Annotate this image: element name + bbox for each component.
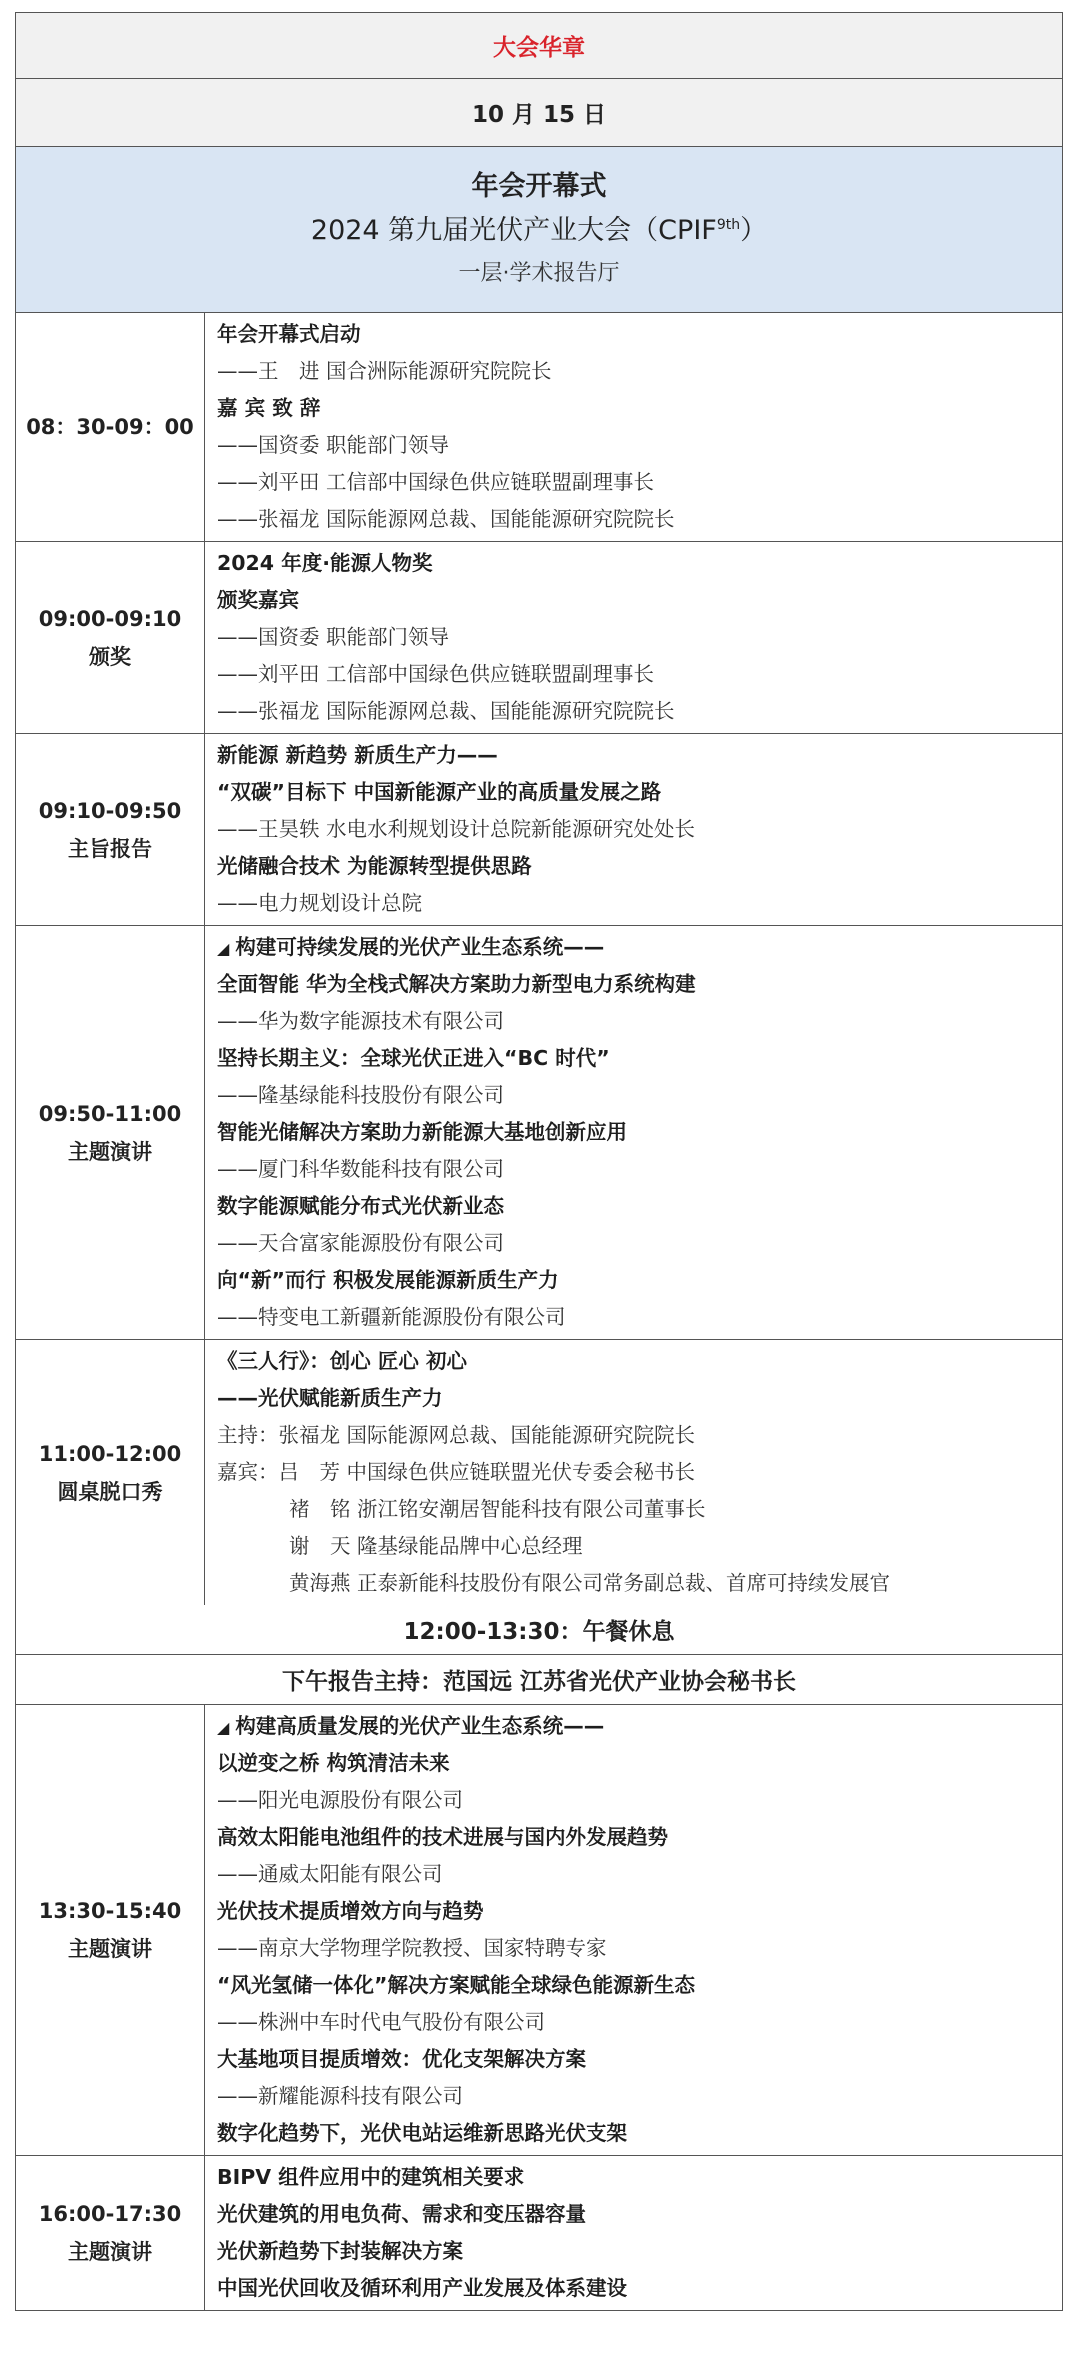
- opening-ceremony-block: [16, 147, 1062, 313]
- agenda-line: [217, 2270, 1062, 2307]
- agenda-title: 大会华章: [16, 13, 1062, 79]
- agenda-line: [217, 885, 1062, 922]
- agenda-line-text: ——通威太阳能有限公司: [217, 1862, 443, 1886]
- agenda-line: [217, 1819, 1062, 1856]
- afternoon-sessions: [16, 1705, 1062, 2310]
- session-type: 圆桌脱口秀: [57, 1479, 163, 1504]
- agenda-line-text: 新能源 新趋势 新质生产力——: [217, 743, 498, 767]
- session-type: 主题演讲: [68, 2240, 152, 2264]
- agenda-line: [217, 737, 1062, 774]
- agenda-line-text: 以逆变之桥 构筑清洁未来: [217, 1751, 450, 1775]
- agenda-line: [217, 1893, 1062, 1930]
- agenda-line-text: ——张福龙 国际能源网总裁、国能能源研究院院长: [217, 507, 675, 531]
- agenda-line-text: ——光伏赋能新质生产力: [217, 1386, 443, 1410]
- agenda-line-text: “风光氢储一体化”解决方案赋能全球绿色能源新生态: [217, 1973, 695, 1997]
- session-time-cell: [16, 1340, 205, 1605]
- lunch-break: 12:00-13:30：午餐休息: [16, 1605, 1062, 1655]
- agenda-line: [217, 1565, 1062, 1602]
- agenda-line: [217, 1380, 1062, 1417]
- session-row: [16, 926, 1062, 1340]
- agenda-line-text: 颁奖嘉宾: [217, 588, 299, 612]
- agenda-line: [217, 619, 1062, 656]
- agenda-line-text: ——王昊轶 水电水利规划设计总院新能源研究处处长: [217, 817, 696, 841]
- session-time-cell: [16, 313, 205, 541]
- agenda-line-text: 中国光伏回收及循环利用产业发展及体系建设: [217, 2276, 627, 2300]
- session-time: 09:00-09:10: [38, 606, 182, 631]
- agenda-line-text: ——刘平田 工信部中国绿色供应链联盟副理事长: [217, 662, 655, 686]
- agenda-line: [217, 1151, 1062, 1188]
- agenda-line-text: 全面智能 华为全栈式解决方案助力新型电力系统构建: [217, 972, 696, 996]
- conference-name-text: 2024 第九届光伏产业大会（CPIF: [310, 214, 717, 246]
- agenda-line-text: 坚持长期主义：全球光伏正进入“BC 时代”: [217, 1046, 610, 1070]
- agenda-line: [217, 2115, 1062, 2152]
- agenda-line-text: 2024 年度·能源人物奖: [217, 551, 433, 575]
- agenda-line-text: ——厦门科华数能科技有限公司: [217, 1157, 504, 1181]
- session-content: [205, 542, 1062, 733]
- session-row: [16, 2156, 1062, 2310]
- agenda-line: [217, 316, 1062, 353]
- agenda-line: [217, 582, 1062, 619]
- agenda-line-text: 褚 铭 浙江铭安潮居智能科技有限公司董事长: [289, 1497, 706, 1521]
- agenda-line: [217, 693, 1062, 730]
- session-time: 08：30-09：00: [26, 415, 194, 439]
- session-row: [16, 1705, 1062, 2156]
- agenda-line: [217, 1077, 1062, 1114]
- agenda-line-text: 向“新”而行 积极发展能源新质生产力: [217, 1268, 559, 1292]
- agenda-line-text: ——阳光电源股份有限公司: [217, 1788, 463, 1812]
- session-time-cell: [16, 1705, 205, 2155]
- session-time: 13:30-15:40: [38, 1899, 182, 1923]
- agenda-line-text: 高效太阳能电池组件的技术进展与国内外发展趋势: [217, 1825, 668, 1849]
- agenda-line: [217, 1343, 1062, 1380]
- agenda-line-text: ——新耀能源科技有限公司: [217, 2084, 463, 2108]
- agenda-line: [217, 1930, 1062, 1967]
- agenda-line-text: 《三人行》：创心 匠心 初心: [217, 1349, 468, 1373]
- session-content: [205, 313, 1062, 541]
- agenda-line: [217, 2004, 1062, 2041]
- agenda-line-text: 构建高质量发展的光伏产业生态系统——: [235, 1714, 605, 1738]
- agenda-line-text: ——国资委 职能部门领导: [217, 433, 450, 457]
- agenda-line-text: 大基地项目提质增效：优化支架解决方案: [217, 2047, 586, 2071]
- session-content: [205, 2156, 1062, 2310]
- agenda-line: [217, 2078, 1062, 2115]
- session-content: [205, 926, 1062, 1339]
- agenda-line-text: 光伏建筑的用电负荷、需求和变压器容量: [217, 2202, 586, 2226]
- agenda-line: [217, 501, 1062, 538]
- agenda-line-text: ——特变电工新疆新能源股份有限公司: [217, 1305, 566, 1329]
- session-time: 11:00-12:00: [38, 1441, 182, 1466]
- agenda-date: 10 月 15 日: [16, 79, 1062, 147]
- session-time: 09:10-09:50: [38, 798, 182, 823]
- session-time-cell: [16, 926, 205, 1339]
- agenda-line-text: 数字能源赋能分布式光伏新业态: [217, 1194, 504, 1218]
- agenda-line: [217, 390, 1062, 427]
- agenda-line-text: ——天合富家能源股份有限公司: [217, 1231, 504, 1255]
- conference-edition-sup: 9th: [716, 216, 741, 233]
- agenda-line: [217, 656, 1062, 693]
- session-type: 主题演讲: [68, 1937, 152, 1961]
- agenda-line: [217, 1856, 1062, 1893]
- agenda-line: [217, 1003, 1062, 1040]
- agenda-line: [217, 464, 1062, 501]
- agenda-line-text: 构建可持续发展的光伏产业生态系统——: [235, 935, 605, 959]
- session-content: [205, 1340, 1062, 1605]
- agenda-line: [217, 2233, 1062, 2270]
- agenda-line-text: 年会开幕式启动: [217, 322, 361, 346]
- agenda-line-text: ——刘平田 工信部中国绿色供应链联盟副理事长: [217, 470, 655, 494]
- agenda-line-text: 黄海燕 正泰新能科技股份有限公司常务副总裁、首席可持续发展官: [289, 1571, 891, 1595]
- agenda-line: [217, 1262, 1062, 1299]
- agenda-line: [217, 811, 1062, 848]
- agenda-line-text: 谢 天 隆基绿能品牌中心总经理: [289, 1534, 583, 1558]
- afternoon-host: 下午报告主持：范国远 江苏省光伏产业协会秘书长: [16, 1655, 1062, 1705]
- agenda-line: [217, 353, 1062, 390]
- agenda-line-text: 光储融合技术 为能源转型提供思路: [217, 854, 532, 878]
- triangle-marker-icon: ◢: [217, 939, 230, 958]
- agenda-line: [217, 848, 1062, 885]
- session-time-cell: [16, 2156, 205, 2310]
- agenda-line-text: 嘉 宾 致 辞: [217, 396, 321, 420]
- session-row: [16, 542, 1062, 734]
- agenda-line: [217, 1299, 1062, 1336]
- session-time: 16:00-17:30: [38, 2202, 182, 2226]
- session-row: [16, 734, 1062, 926]
- agenda-line: [217, 1417, 1062, 1454]
- agenda-line-text: ——国资委 职能部门领导: [217, 625, 450, 649]
- agenda-line-text: ——张福龙 国际能源网总裁、国能能源研究院院长: [217, 699, 675, 723]
- agenda-line-text: 光伏技术提质增效方向与趋势: [217, 1899, 484, 1923]
- agenda-line: [217, 1967, 1062, 2004]
- agenda-line: [217, 2196, 1062, 2233]
- agenda-line: [217, 427, 1062, 464]
- session-row: [16, 313, 1062, 542]
- agenda-line: [217, 1114, 1062, 1151]
- agenda-line: [217, 774, 1062, 811]
- agenda-line-text: ——王 进 国合洲际能源研究院院长: [217, 359, 552, 383]
- agenda-line: [217, 1782, 1062, 1819]
- agenda-line-text: 光伏新趋势下封装解决方案: [217, 2239, 463, 2263]
- agenda-line: [217, 1225, 1062, 1262]
- agenda-line: [217, 1708, 1062, 1745]
- agenda-line-text: 嘉宾：吕 芳 中国绿色供应链联盟光伏专委会秘书长: [217, 1460, 696, 1484]
- opening-name: 年会开幕式: [471, 170, 607, 202]
- agenda-line-text: 智能光储解决方案助力新能源大基地创新应用: [217, 1120, 627, 1144]
- agenda-line-text: “双碳”目标下 中国新能源产业的高质量发展之路: [217, 780, 662, 804]
- session-type: 主旨报告: [68, 836, 152, 861]
- session-time: 09:50-11:00: [38, 1101, 182, 1126]
- session-time-cell: [16, 734, 205, 925]
- agenda-line-text: ——华为数字能源技术有限公司: [217, 1009, 504, 1033]
- agenda-table: [15, 12, 1063, 2311]
- session-type: 颁奖: [89, 644, 131, 669]
- agenda-line: [217, 1745, 1062, 1782]
- triangle-marker-icon: ◢: [217, 1718, 230, 1737]
- agenda-line-text: ——电力规划设计总院: [217, 891, 422, 915]
- morning-sessions: [16, 313, 1062, 1605]
- agenda-line: [217, 1454, 1062, 1491]
- agenda-line: [217, 966, 1062, 1003]
- agenda-line: [217, 1188, 1062, 1225]
- agenda-line-text: 主持：张福龙 国际能源网总裁、国能能源研究院院长: [217, 1423, 696, 1447]
- agenda-line: [217, 1528, 1062, 1565]
- agenda-line: [217, 1040, 1062, 1077]
- agenda-line: [217, 1491, 1062, 1528]
- conference-name: [311, 209, 767, 253]
- agenda-line: [217, 2159, 1062, 2196]
- venue: 一层·学术报告厅: [458, 260, 620, 286]
- agenda-line-text: BIPV 组件应用中的建筑相关要求: [217, 2165, 525, 2189]
- session-row: [16, 1340, 1062, 1605]
- conference-name-end: ）: [740, 214, 768, 246]
- agenda-line-text: 数字化趋势下，光伏电站运维新思路光伏支架: [217, 2121, 627, 2145]
- agenda-line: [217, 929, 1062, 966]
- agenda-line: [217, 545, 1062, 582]
- agenda-line-text: ——南京大学物理学院教授、国家特聘专家: [217, 1936, 607, 1960]
- agenda-line-text: ——株洲中车时代电气股份有限公司: [217, 2010, 545, 2034]
- session-content: [205, 1705, 1062, 2155]
- agenda-line-text: ——隆基绿能科技股份有限公司: [217, 1083, 504, 1107]
- session-type: 主题演讲: [68, 1139, 152, 1164]
- session-time-cell: [16, 542, 205, 733]
- session-content: [205, 734, 1062, 925]
- agenda-line: [217, 2041, 1062, 2078]
